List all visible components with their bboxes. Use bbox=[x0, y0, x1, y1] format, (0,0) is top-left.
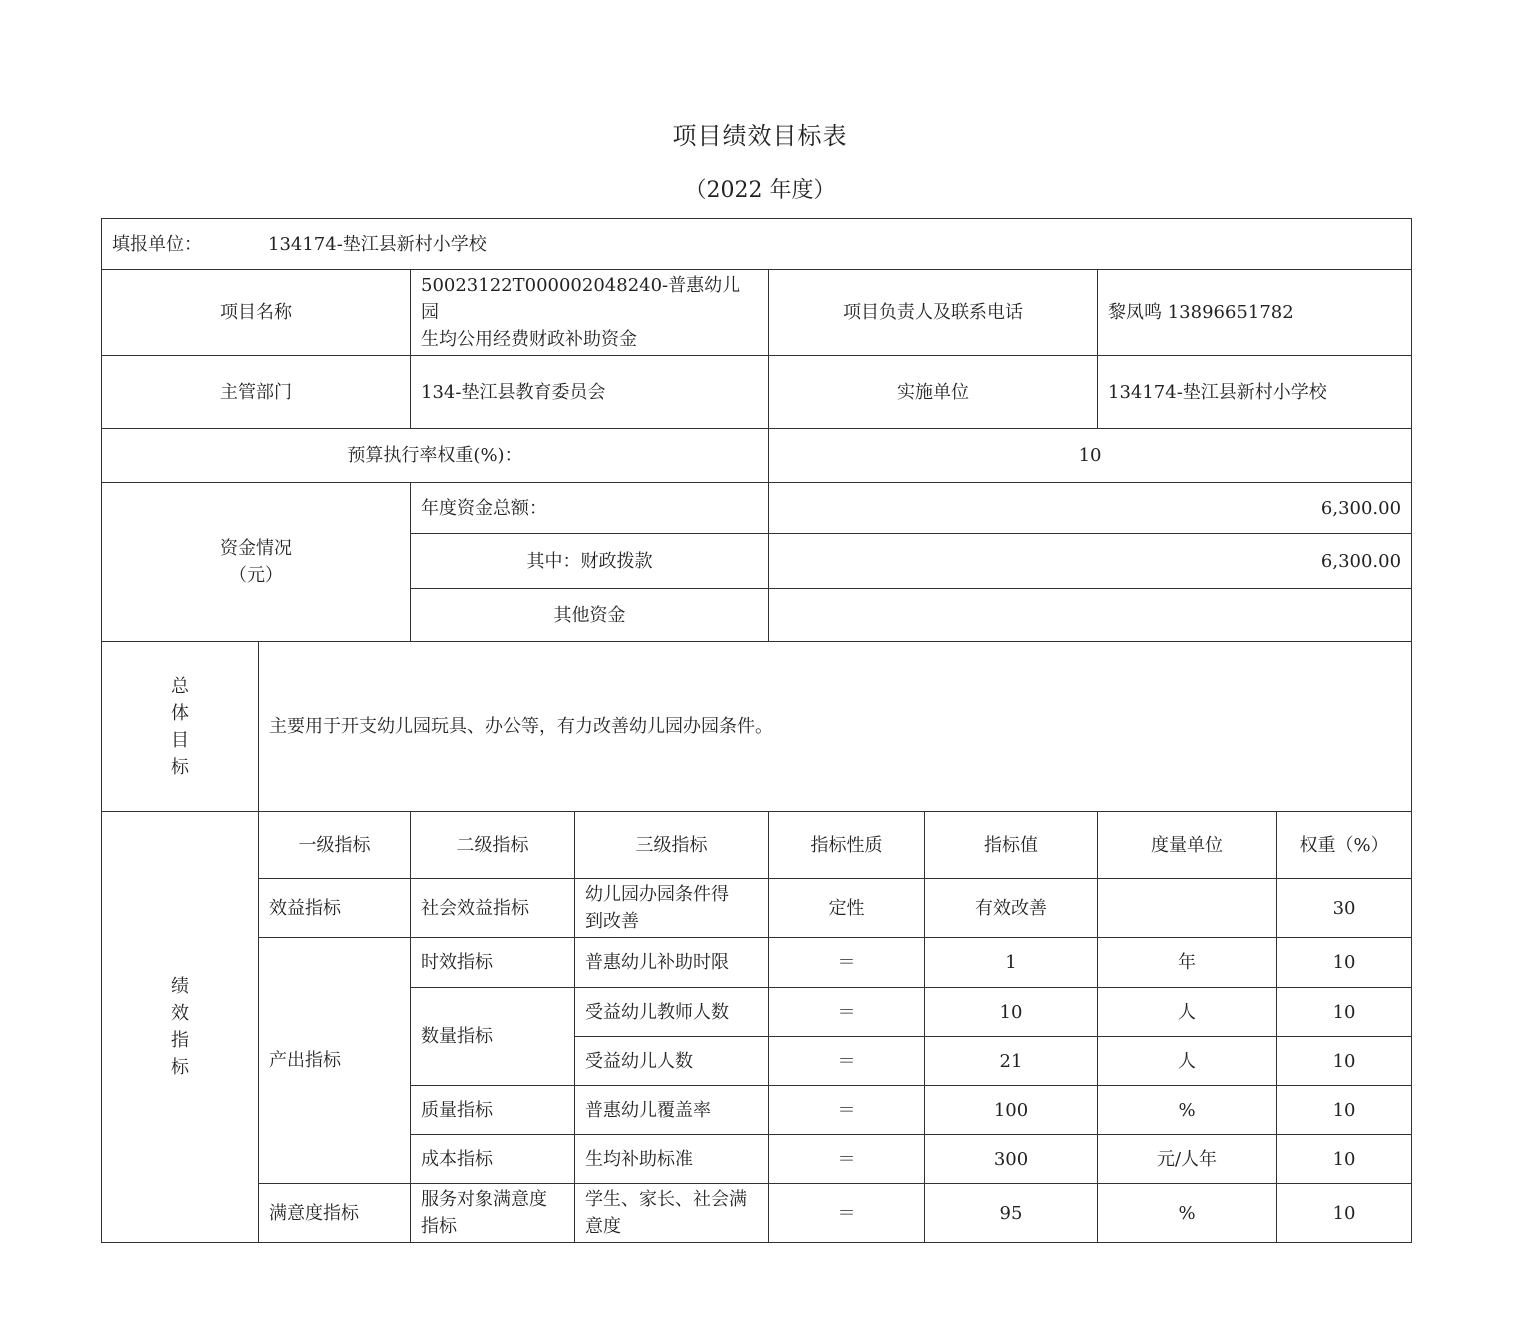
reporting-unit-row bbox=[102, 219, 1412, 270]
project-row bbox=[102, 270, 1412, 356]
level3-line: 意度 bbox=[585, 1216, 621, 1237]
unit-cell: 年 bbox=[1098, 938, 1277, 988]
indicator-section-label bbox=[102, 812, 259, 1243]
indicator-label-char: 指 bbox=[171, 1030, 189, 1051]
funds-total-value: 6,300.00 bbox=[769, 483, 1412, 534]
budget-rate-row bbox=[102, 429, 1412, 483]
level3-cell: 普惠幼儿补助时限 bbox=[575, 938, 769, 988]
unit-cell bbox=[1098, 879, 1277, 938]
funds-total-label: 年度资金总额： bbox=[411, 483, 769, 534]
weight-cell: 10 bbox=[1277, 988, 1412, 1037]
weight-cell: 10 bbox=[1277, 1184, 1412, 1243]
header-value: 指标值 bbox=[925, 812, 1098, 879]
level2-quality: 质量指标 bbox=[411, 1086, 575, 1135]
weight-cell: 10 bbox=[1277, 1037, 1412, 1086]
funds-label-line1: 资金情况 bbox=[220, 538, 292, 559]
weight-cell: 10 bbox=[1277, 1135, 1412, 1184]
value-cell: 100 bbox=[925, 1086, 1098, 1135]
nature-cell: ＝ bbox=[769, 1037, 925, 1086]
unit-cell: % bbox=[1098, 1184, 1277, 1243]
nature-cell: ＝ bbox=[769, 988, 925, 1037]
nature-cell: 定性 bbox=[769, 879, 925, 938]
level2-timeliness: 时效指标 bbox=[411, 938, 575, 988]
project-name-line1: 50023122T000002048240-普惠幼儿园 bbox=[421, 275, 741, 323]
header-unit: 度量单位 bbox=[1098, 812, 1277, 879]
level1-satisfaction: 满意度指标 bbox=[259, 1184, 411, 1243]
level2-line: 服务对象满意度 bbox=[421, 1189, 547, 1210]
page-title: 项目绩效目标表 bbox=[672, 122, 848, 150]
unit-cell: % bbox=[1098, 1086, 1277, 1135]
project-name-label: 项目名称 bbox=[102, 270, 411, 356]
level2-social: 社会效益指标 bbox=[411, 879, 575, 938]
indicator-label-char: 效 bbox=[171, 1003, 189, 1024]
level3-cell: 普惠幼儿覆盖率 bbox=[575, 1086, 769, 1135]
funds-fiscal-value: 6,300.00 bbox=[769, 534, 1412, 589]
weight-cell: 30 bbox=[1277, 879, 1412, 938]
level1-benefit: 效益指标 bbox=[259, 879, 411, 938]
project-owner-value: 黎凤鸣 13896651782 bbox=[1098, 270, 1412, 356]
weight-cell: 10 bbox=[1277, 938, 1412, 988]
weight-cell: 10 bbox=[1277, 1086, 1412, 1135]
project-name-value bbox=[411, 270, 769, 356]
goal-label-char: 标 bbox=[171, 756, 189, 778]
level3-line: 学生、家长、社会满 bbox=[585, 1189, 747, 1210]
budget-rate-value: 10 bbox=[769, 429, 1412, 483]
unit-cell: 人 bbox=[1098, 988, 1277, 1037]
reporting-unit-cell bbox=[102, 219, 1412, 270]
value-cell: 有效改善 bbox=[925, 879, 1098, 938]
overall-goal-row bbox=[102, 642, 1412, 812]
unit-cell: 人 bbox=[1098, 1037, 1277, 1086]
nature-cell: ＝ bbox=[769, 1184, 925, 1243]
value-cell: 95 bbox=[925, 1184, 1098, 1243]
level3-cell: 生均补助标准 bbox=[575, 1135, 769, 1184]
value-cell: 1 bbox=[925, 938, 1098, 988]
nature-cell: ＝ bbox=[769, 1135, 925, 1184]
department-value: 134-垫江县教育委员会 bbox=[411, 356, 769, 429]
indicator-label-char: 标 bbox=[171, 1057, 189, 1078]
level2-line: 指标 bbox=[421, 1216, 457, 1237]
level3-line: 幼儿园办园条件得 bbox=[585, 884, 729, 905]
page-subtitle: （2022 年度） bbox=[684, 178, 836, 203]
table-row bbox=[102, 938, 1412, 988]
indicator-header-row bbox=[102, 812, 1412, 879]
funds-other-label: 其他资金 bbox=[411, 589, 769, 642]
level2-service bbox=[411, 1184, 575, 1243]
overall-goal-text: 主要用于开支幼儿园玩具、办公等，有力改善幼儿园办园条件。 bbox=[259, 642, 1412, 812]
project-owner-label: 项目负责人及联系电话 bbox=[769, 270, 1098, 356]
level3-cell: 受益幼儿教师人数 bbox=[575, 988, 769, 1037]
project-name-line2: 生均公用经费财政补助资金 bbox=[421, 329, 637, 350]
funds-other-value bbox=[769, 589, 1412, 642]
reporting-unit-label: 填报单位： bbox=[112, 233, 202, 255]
unit-cell: 元/人年 bbox=[1098, 1135, 1277, 1184]
funds-label-line2: （元） bbox=[229, 565, 283, 586]
department-row bbox=[102, 356, 1412, 429]
performance-target-table bbox=[101, 218, 1412, 1243]
table-row bbox=[102, 879, 1412, 938]
level1-output: 产出指标 bbox=[259, 938, 411, 1184]
goal-label-char: 体 bbox=[171, 702, 189, 724]
level2-quantity: 数量指标 bbox=[411, 988, 575, 1086]
header-level1: 一级指标 bbox=[259, 812, 411, 879]
implementing-unit-value: 134174-垫江县新村小学校 bbox=[1098, 356, 1412, 429]
goal-label-char: 目 bbox=[171, 729, 189, 751]
nature-cell: ＝ bbox=[769, 1086, 925, 1135]
level3-line: 到改善 bbox=[585, 911, 639, 932]
department-label: 主管部门 bbox=[102, 356, 411, 429]
level2-cost: 成本指标 bbox=[411, 1135, 575, 1184]
reporting-unit-value: 134174-垫江县新村小学校 bbox=[268, 233, 487, 255]
level3-cell bbox=[575, 1184, 769, 1243]
value-cell: 300 bbox=[925, 1135, 1098, 1184]
goal-label-char: 总 bbox=[171, 675, 189, 697]
funds-fiscal-label: 其中：财政拨款 bbox=[411, 534, 769, 589]
budget-rate-label: 预算执行率权重(%)： bbox=[102, 429, 769, 483]
funds-label bbox=[102, 483, 411, 642]
header-nature: 指标性质 bbox=[769, 812, 925, 879]
value-cell: 10 bbox=[925, 988, 1098, 1037]
header-level2: 二级指标 bbox=[411, 812, 575, 879]
overall-goal-label bbox=[102, 642, 259, 812]
indicator-label-char: 绩 bbox=[171, 976, 189, 997]
value-cell: 21 bbox=[925, 1037, 1098, 1086]
level3-cell bbox=[575, 879, 769, 938]
nature-cell: ＝ bbox=[769, 938, 925, 988]
table-row bbox=[102, 1184, 1412, 1243]
header-level3: 三级指标 bbox=[575, 812, 769, 879]
funds-total-row bbox=[102, 483, 1412, 534]
implementing-unit-label: 实施单位 bbox=[769, 356, 1098, 429]
header-weight: 权重（%） bbox=[1277, 812, 1412, 879]
level3-cell: 受益幼儿人数 bbox=[575, 1037, 769, 1086]
